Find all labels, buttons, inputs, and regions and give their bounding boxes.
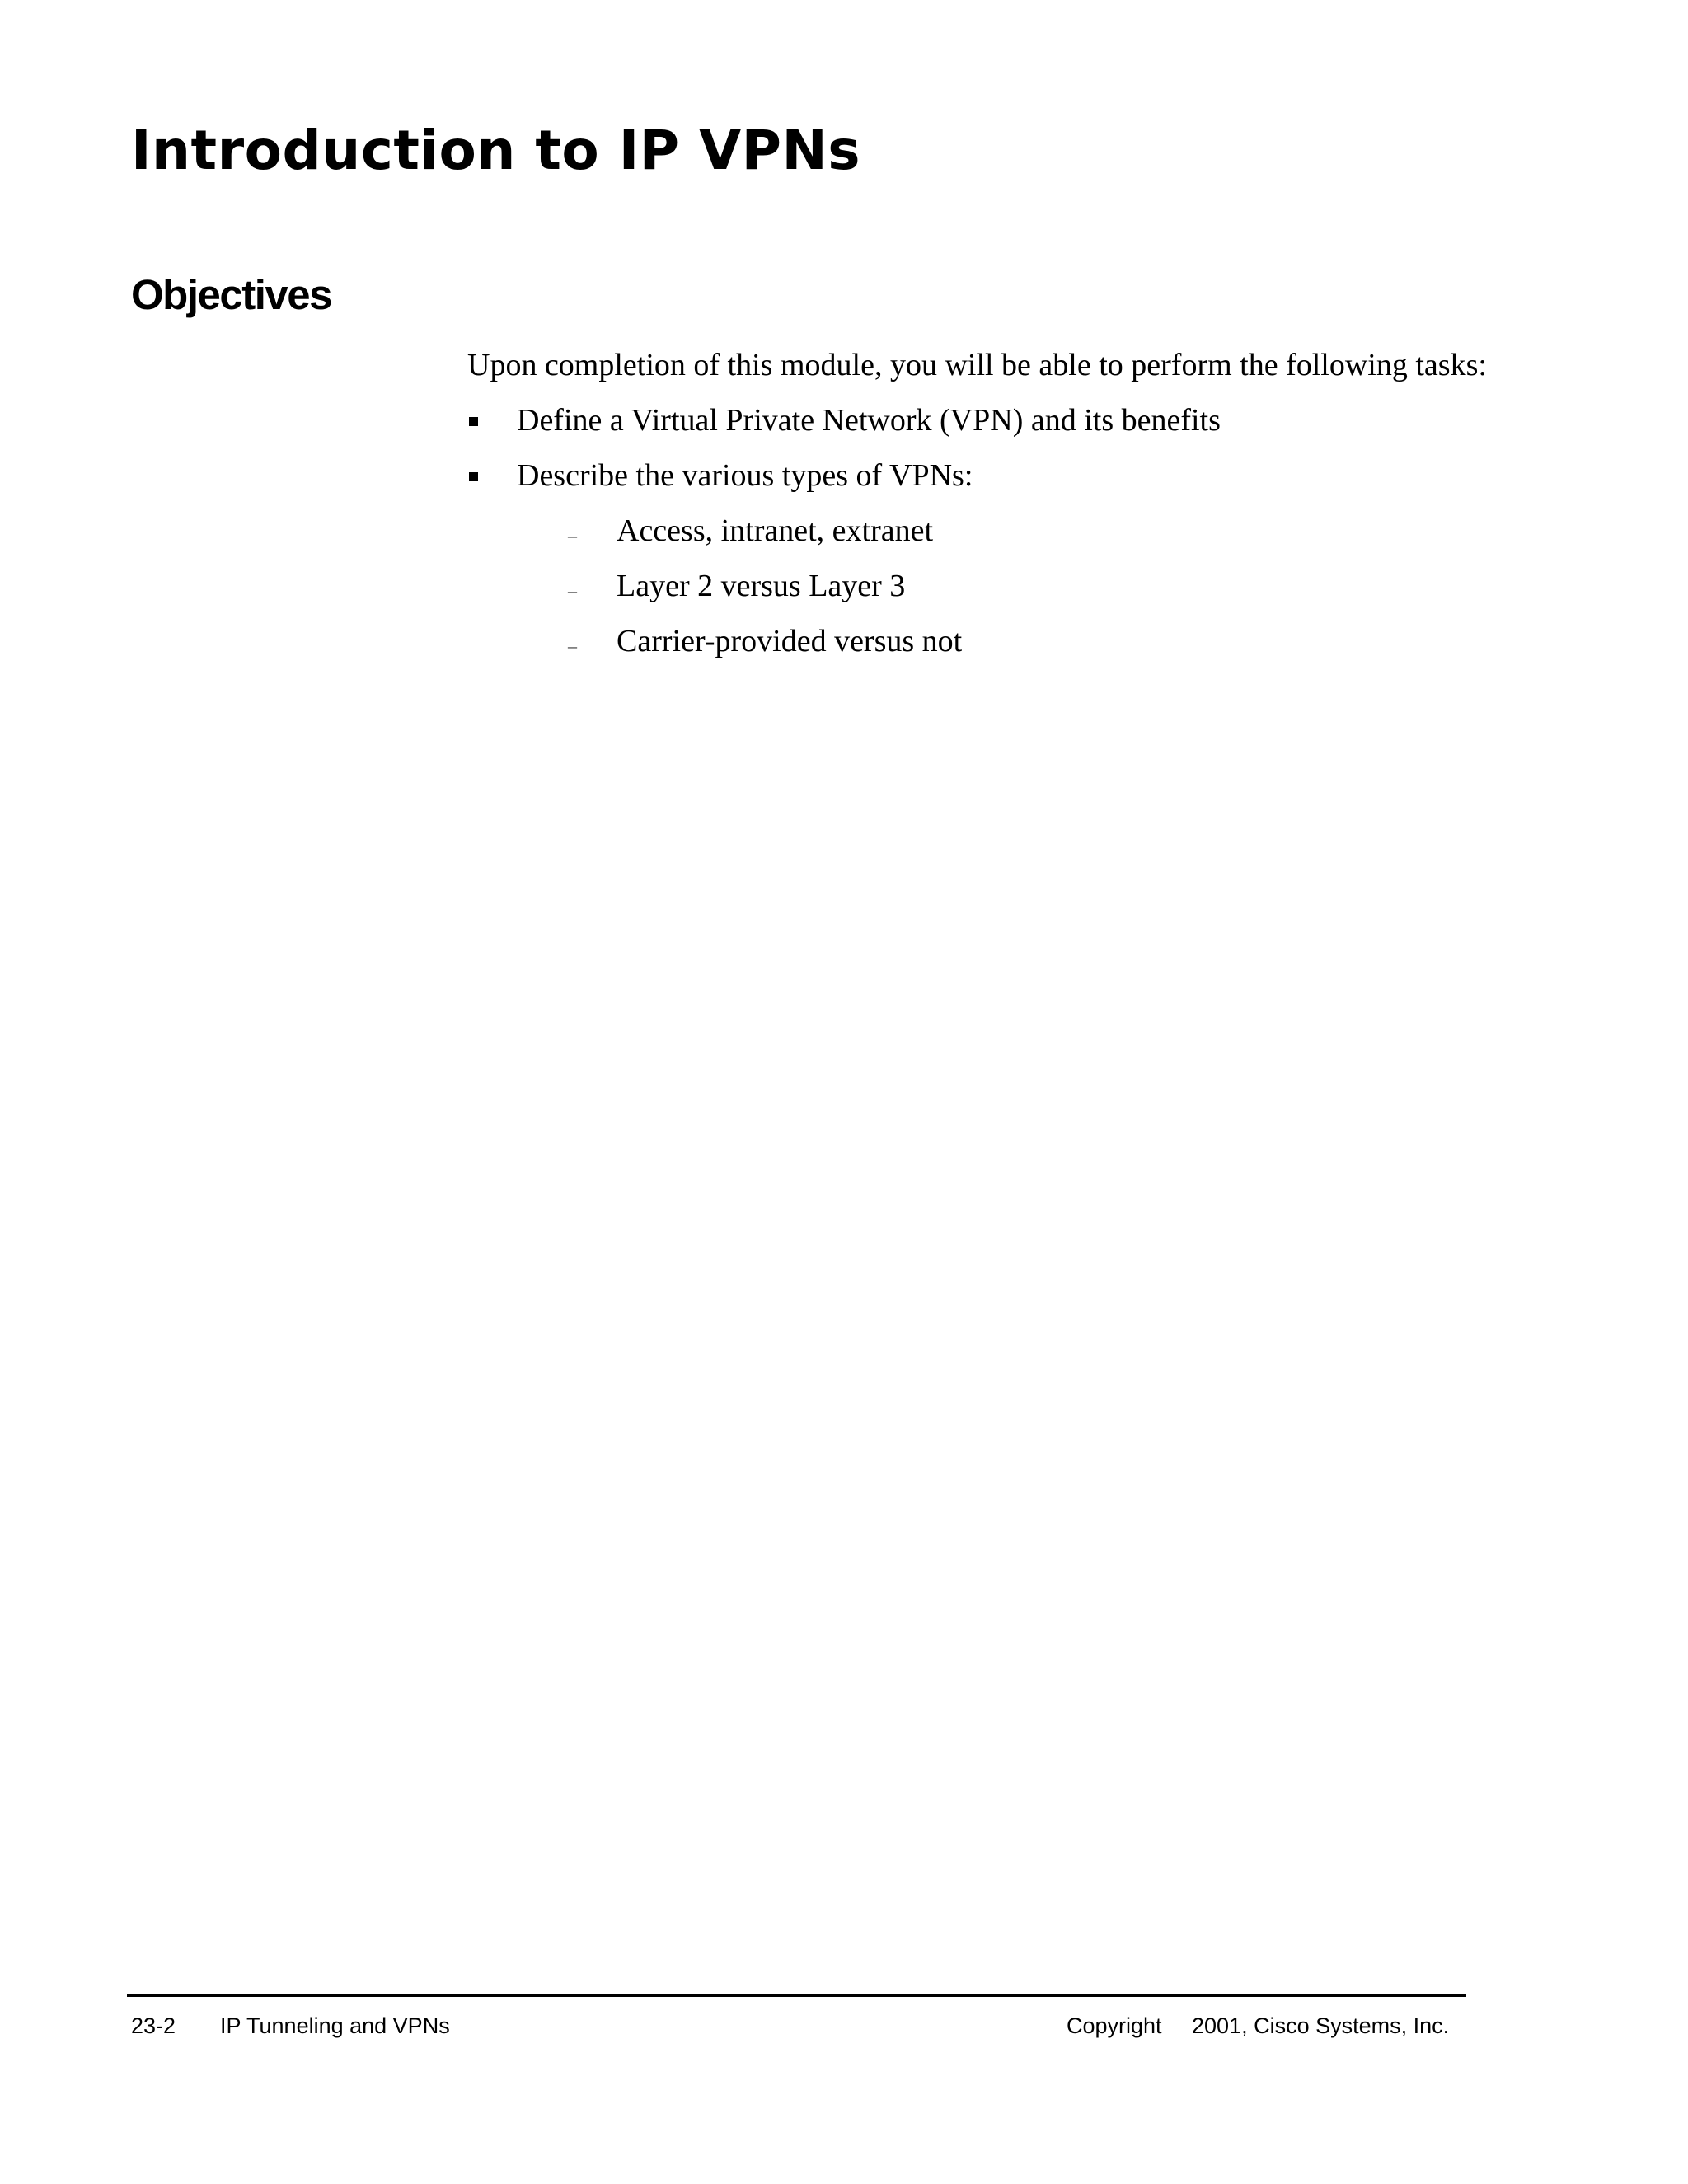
- sub-list-item: [467, 504, 1456, 559]
- objectives-list: [467, 393, 1456, 669]
- objectives-body: [467, 338, 1487, 669]
- sub-list-item-text: Layer 2 versus Layer 3: [617, 569, 906, 603]
- dash-bullet-icon: –: [568, 525, 577, 546]
- footer-copyright-label: Copyright: [1067, 2013, 1162, 2038]
- chapter-title: Introduction to IP VPNs: [131, 119, 861, 182]
- list-item-text: Describe the various types of VPNs:: [517, 458, 973, 493]
- sub-list-item-text: Carrier-provided versus not: [617, 624, 963, 658]
- square-bullet-icon: [469, 472, 478, 481]
- section-title: Objectives: [131, 271, 331, 318]
- sub-list: [517, 504, 1456, 669]
- footer-divider: [127, 1994, 1466, 1997]
- square-bullet-icon: [469, 417, 478, 426]
- sub-list-item-text: Access, intranet, extranet: [617, 513, 934, 548]
- footer-book-title: IP Tunneling and VPNs: [220, 2013, 450, 2038]
- list-item: [467, 393, 1456, 448]
- dash-bullet-icon: –: [568, 635, 577, 656]
- sub-list-item: [467, 559, 1456, 614]
- dash-bullet-icon: –: [568, 580, 577, 601]
- sub-list-item: [467, 614, 1456, 669]
- intro-paragraph: Upon completion of this module, you will be able to perform the following tasks:: [467, 348, 1487, 382]
- footer-page-number: 23-2: [131, 2013, 176, 2038]
- footer-copyright-text: 2001, Cisco Systems, Inc.: [1192, 2013, 1450, 2038]
- list-item: [467, 448, 1456, 669]
- list-item-text: Define a Virtual Private Network (VPN) and its benefits: [517, 403, 1221, 438]
